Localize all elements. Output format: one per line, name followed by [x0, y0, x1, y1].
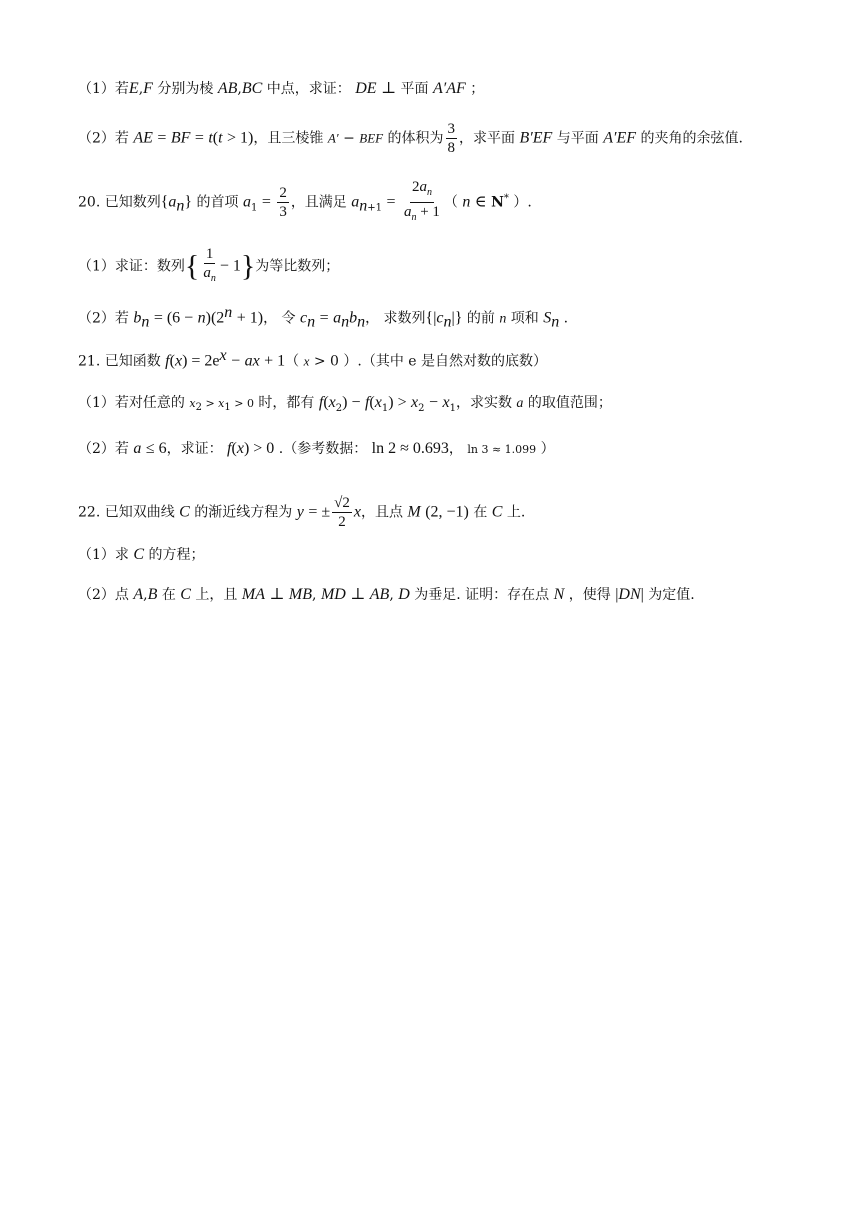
q21-stem: 21. 已知函数 $f(x) = 2e^x$ − ax + 1（ x > 0 ）.（其中 e 是自然对数的底数）	[78, 347, 548, 370]
q22-part2: （2）点 A,B 在 C 上，且 MA ⊥ MB, MD ⊥ AB, D 为垂足. 证明：存在点 N ，使得 |DN| 为定值.	[78, 586, 695, 603]
q21-part1: （1）若对任意的 $x_2 > x_1 > 0$ 时，都有 $f(x_2) - f(x_1) > x_2 - x_1$，求实数 a 的取值范围；	[78, 394, 612, 414]
q19-part1: （1）若E,F 分别为棱 AB,BC 中点，求证： DE ⊥ 平面 A′AF ；	[78, 80, 485, 97]
q20-stem: 20. 已知数列$\{a_n\}$ 的首项 $a_1$ = $\frac{2}{3}$ ，且满足 $a_{n+1}$ = $\frac{2a_n}{a_n + 1}$ （ n ∈ N* ）.	[78, 179, 532, 223]
q22-part1: （1）求 C 的方程；	[78, 546, 205, 563]
q22-stem: 22. 已知双曲线 C 的渐近线方程为 y = ± $\frac{√2}{2}$ x，且点 M (2, −1) 在 C 上.	[78, 495, 526, 530]
q20-part1: （1）求证：数列{ $\frac{1}{a_n}$ − 1}为等比数列；	[78, 246, 340, 284]
q21-part2: （2）若 a ≤ 6，求证： f(x) > 0 .（参考数据： ln 2 ≈ 0.693， ln 3 ≈ 1.099 ）	[78, 440, 555, 457]
q19-part2: （2）若 AE = BF = t(t > 1)，且三棱锥 A′ − BEF 的体积为 $\frac{3}{8}$ ，求平面 B′EF 与平面 A′EF 的夹角的余弦值.	[78, 121, 743, 156]
q20-part2: （2）若 $b_n = (6 - n)(2^n + 1)$， 令 $c_n = a_nb_n$， 求数列$\{|c_n|\}$ 的前 n 项和 $S_n$ .	[78, 304, 569, 331]
